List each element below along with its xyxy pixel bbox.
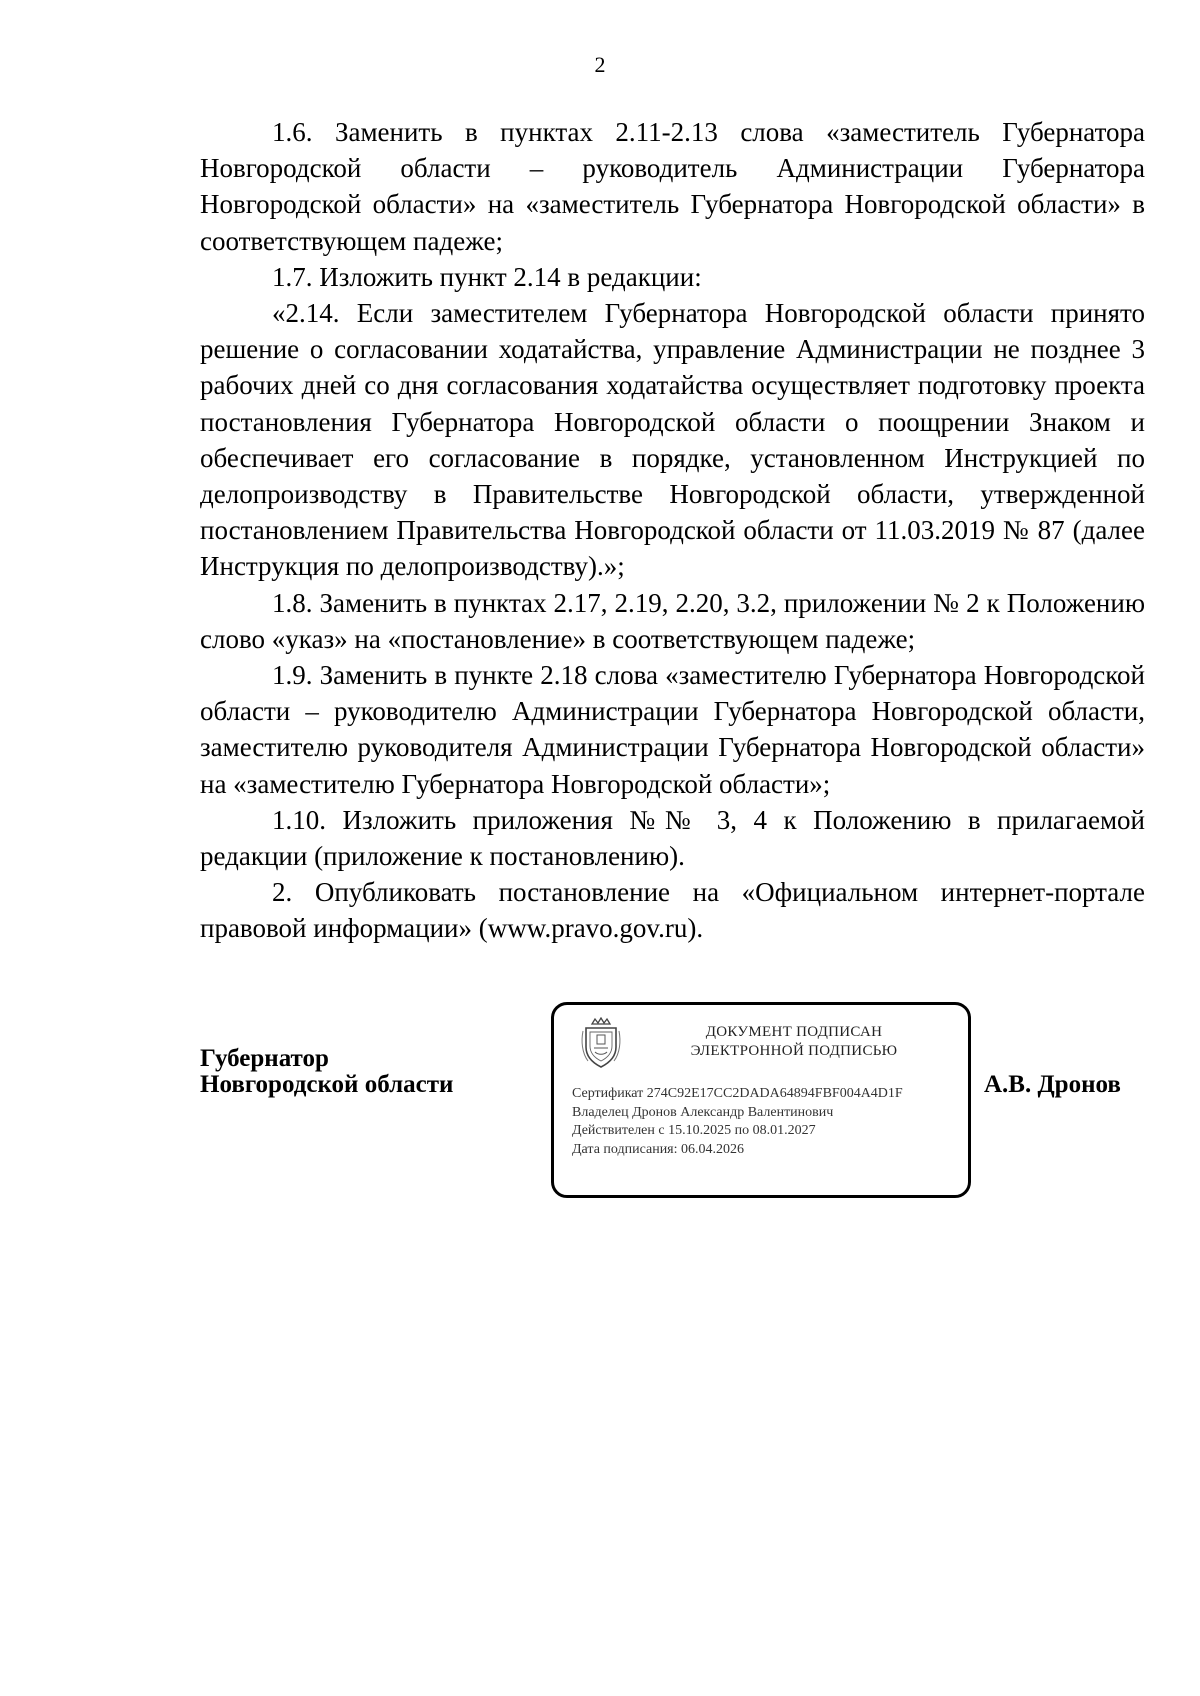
paragraph-2-14: «2.14. Если заместителем Губернатора Новгородской области принято решение о согласовании ходатайства, управление Администрации не позднее 3 рабочих дней со дня согласования ходатайства осуществляет подготовку проекта постановления Губернатора Новгородской области о поощрении Знаком и обеспечивает его согласование в порядке, установленном Инструкцией по делопроизводству в Правительстве Новгородской области, утвержденной постановлением Правительства Новгородской области от 11.03.2019 № 87 (далее Инструкция по делопроизводству).»; — [200, 298, 1145, 582]
electronic-signature-stamp — [551, 1002, 971, 1198]
stamp-owner: Владелец Дронов Александр Валентинович — [572, 1104, 834, 1120]
stamp-heading-line-1: ДОКУМЕНТ ПОДПИСАН — [705, 1024, 883, 1040]
paragraph-2: 2. Опубликовать постановление на «Официальном интернет-портале правовой информации» (www.pravo.gov.ru). — [200, 877, 1145, 944]
coat-of-arms-icon — [580, 1017, 622, 1069]
signer-position-line-2: Новгородской области — [200, 1071, 454, 1098]
paragraph-1-6: 1.6. Заменить в пунктах 2.11-2.13 слова «заместитель Губернатора Новгородской области – руководитель Администрации Губернатора Новгородской области» на «заместитель Губернатора Новгородской области» в соответствующем падеже; — [200, 117, 1145, 256]
signer-position — [200, 1046, 453, 1098]
stamp-certificate: Сертификат 274C92E17CC2DADA64894FBF004A4D1F — [572, 1086, 903, 1101]
page-number: 2 — [594, 52, 606, 77]
paragraph-1-7: 1.7. Изложить пункт 2.14 в редакции: — [272, 261, 702, 292]
signer-name: А.В. Дронов — [984, 1071, 1121, 1098]
stamp-heading — [634, 1023, 954, 1061]
stamp-heading-line-2: ЭЛЕКТРОННОЙ ПОДПИСЬЮ — [690, 1043, 898, 1059]
paragraph-1-8: 1.8. Заменить в пунктах 2.17, 2.19, 2.20, 3.2, приложении № 2 к Положению слово «указ» на «постановление» в соответствующем падеже; — [200, 587, 1145, 654]
stamp-signed-date: Дата подписания: 06.04.2026 — [572, 1141, 745, 1157]
paragraph-1-10: 1.10. Изложить приложения №№ 3, 4 к Положению в прилагаемой редакции (приложение к постановлению). — [200, 804, 1145, 872]
stamp-details — [572, 1085, 903, 1159]
document-body — [200, 114, 1145, 947]
stamp-validity: Действителен с 15.10.2025 по 08.01.2027 — [572, 1123, 816, 1138]
paragraph-1-9: 1.9. Заменить в пункте 2.18 слова «заместителю Губернатора Новгородской области – руководителю Администрации Губернатора Новгородской области, заместителю руководителя Администрации Губернатора Новгородской области» на «заместителю Губернатора Новгородской области»; — [200, 660, 1145, 799]
signer-position-line-1: Губернатор — [200, 1045, 329, 1072]
